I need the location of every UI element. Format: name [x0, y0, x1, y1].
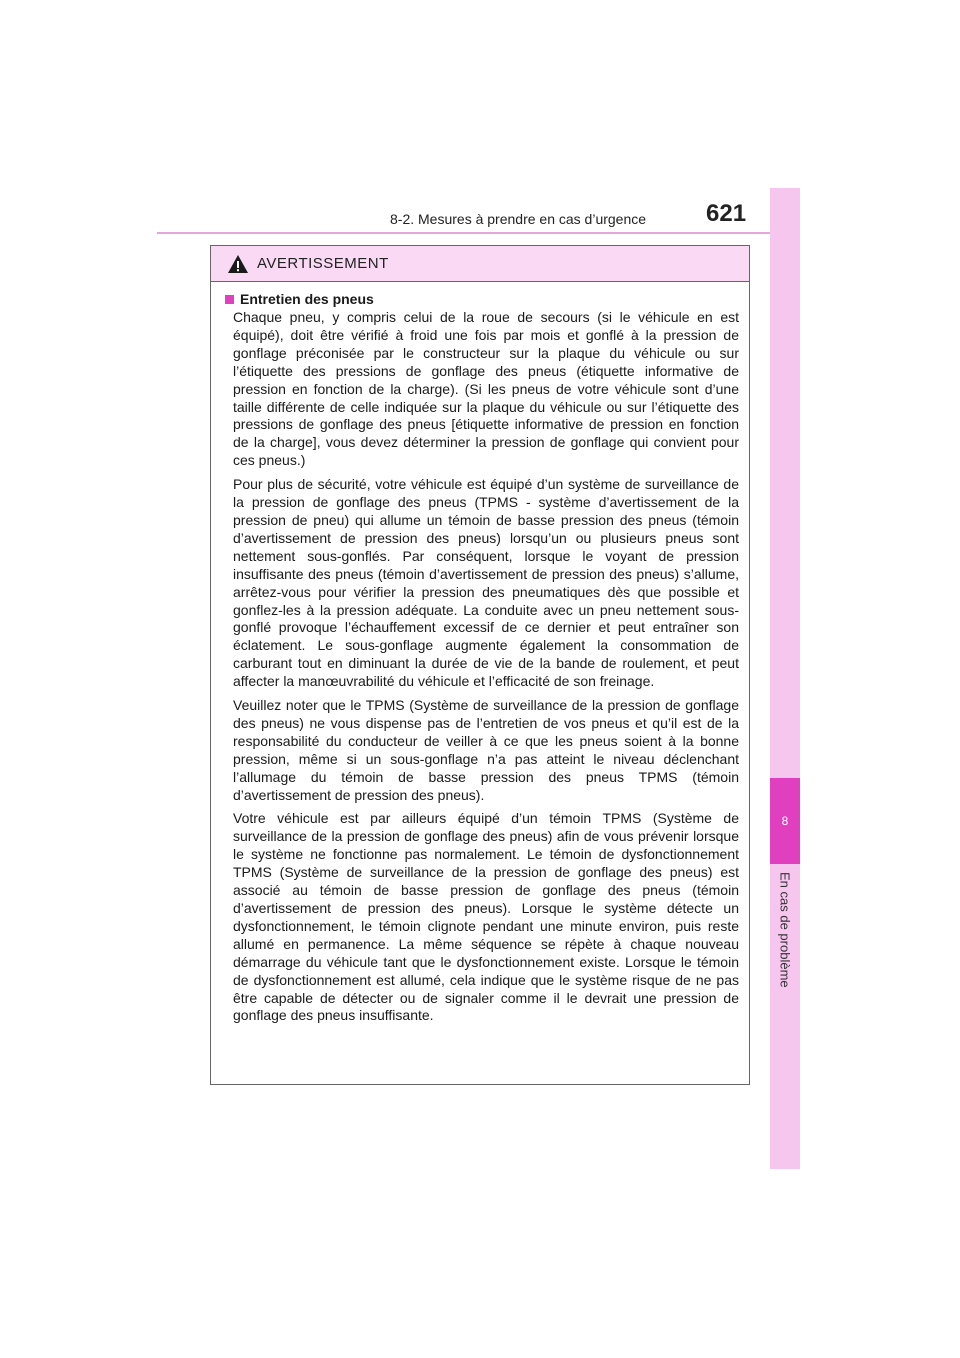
chapter-title-container [770, 872, 800, 1022]
header-section-title: 8-2. Mesures à prendre en cas d’urgence [390, 211, 647, 227]
warning-triangle-icon [227, 254, 249, 274]
paragraph-tpms-system: Pour plus de sécurité, votre véhicule est équipé d’un système de surveillance de la pression de gonflage des pneus (TPMS - système d’avertissement de la pression de pneu) qui allume un témoin de basse pression des pneus (témoin d’avertissement de pression des pneus) lorsqu’un ou plusieurs pneus sont nettement sous-gonflés. Par conséquent, lorsque le voyant de pression insuffisante des pneus (témoin d’avertissement de pression des pneus) s’allume, arrêtez-vous pour vérifier la pression des pneumatiques dès que possible et gonflez-les à la pression adéquate. La conduite avec un pneu nettement sous-gonflé provoque l’échauffement excessif de ce dernier et peut entraîner son éclatement. Le sous-gonflage augmente également la consommation de carburant tout en diminuant la durée de vie de la bande de roulement, et peut affecter la manœuvrabilité du véhicule et l’efficacité de son freinage. [233, 476, 739, 690]
warning-body [211, 282, 749, 1025]
section-heading [225, 291, 739, 307]
chapter-tab [770, 778, 800, 864]
pink-square-bullet-icon [225, 295, 234, 304]
paragraph-driver-responsibility: Veuillez noter que le TPMS (Système de surveillance de la pression de gonflage des pneus) ne vous dispense pas de l’entretien de vos pneus et qu’il est de la responsabilité du conducteur de veiller à ce que les pneus soient à la bonne pression, même si un sous-gonflage n’a pas atteint le niveau déclenchant l’allumage du témoin de basse pression des pneus TPMS (témoin d’avertissement de pression des pneus). [233, 697, 739, 803]
warning-header [211, 246, 749, 282]
header-rule [157, 232, 800, 234]
paragraph-tpms-malfunction: Votre véhicule est par ailleurs équipé d’un témoin TPMS (Système de surveillance de la pression de gonflage des pneus) afin de vous prévenir lorsque le système ne fonctionne pas normalement. Le témoin de dysfonctionnement TPMS (Système de surveillance de la pression de gonflage des pneus) est associé au témoin de basse pression de gonflage des pneus (témoin d’avertissement de pression des pneus). Lorsque le système détecte un dysfonctionnement, le témoin clignote pendant une minute environ, puis reste allumé en permanence. La même séquence se répète à chaque nouveau démarrage du véhicule tant que le dysfonctionnement existe. Lorsque le témoin de dysfonctionnement est allumé, cela indique que le système risque de ne pas être capable de détecter ou de signaler comme il le devrait une pression de gonflage des pneus insuffisante. [233, 810, 739, 1024]
section-heading-text: Entretien des pneus [240, 291, 374, 307]
warning-box [210, 245, 750, 1085]
chapter-title: En cas de problème [777, 872, 793, 988]
paragraph-tire-check: Chaque pneu, y compris celui de la roue de secours (si le véhicule en est équipé), doit être vérifié à froid une fois par mois et gonflé à la pression de gonflage préconisée par le constructeur sur la plaque du véhicule ou sur l’étiquette des pressions de gonflage des pneus (étiquette informative de pression en fonction de la charge). (Si les pneus de votre véhicule sont d’une taille différente de celle indiquée sur la plaque du véhicule ou sur l’étiquette des pressions de gonflage des pneus [étiquette informative de pression en fonction de la charge], vous devez déterminer la pression de gonflage qui convient pour ces pneus.) [233, 309, 739, 469]
warning-title: AVERTISSEMENT [257, 255, 389, 272]
page-number: 621 [706, 200, 747, 227]
chapter-number: 8 [781, 814, 789, 828]
